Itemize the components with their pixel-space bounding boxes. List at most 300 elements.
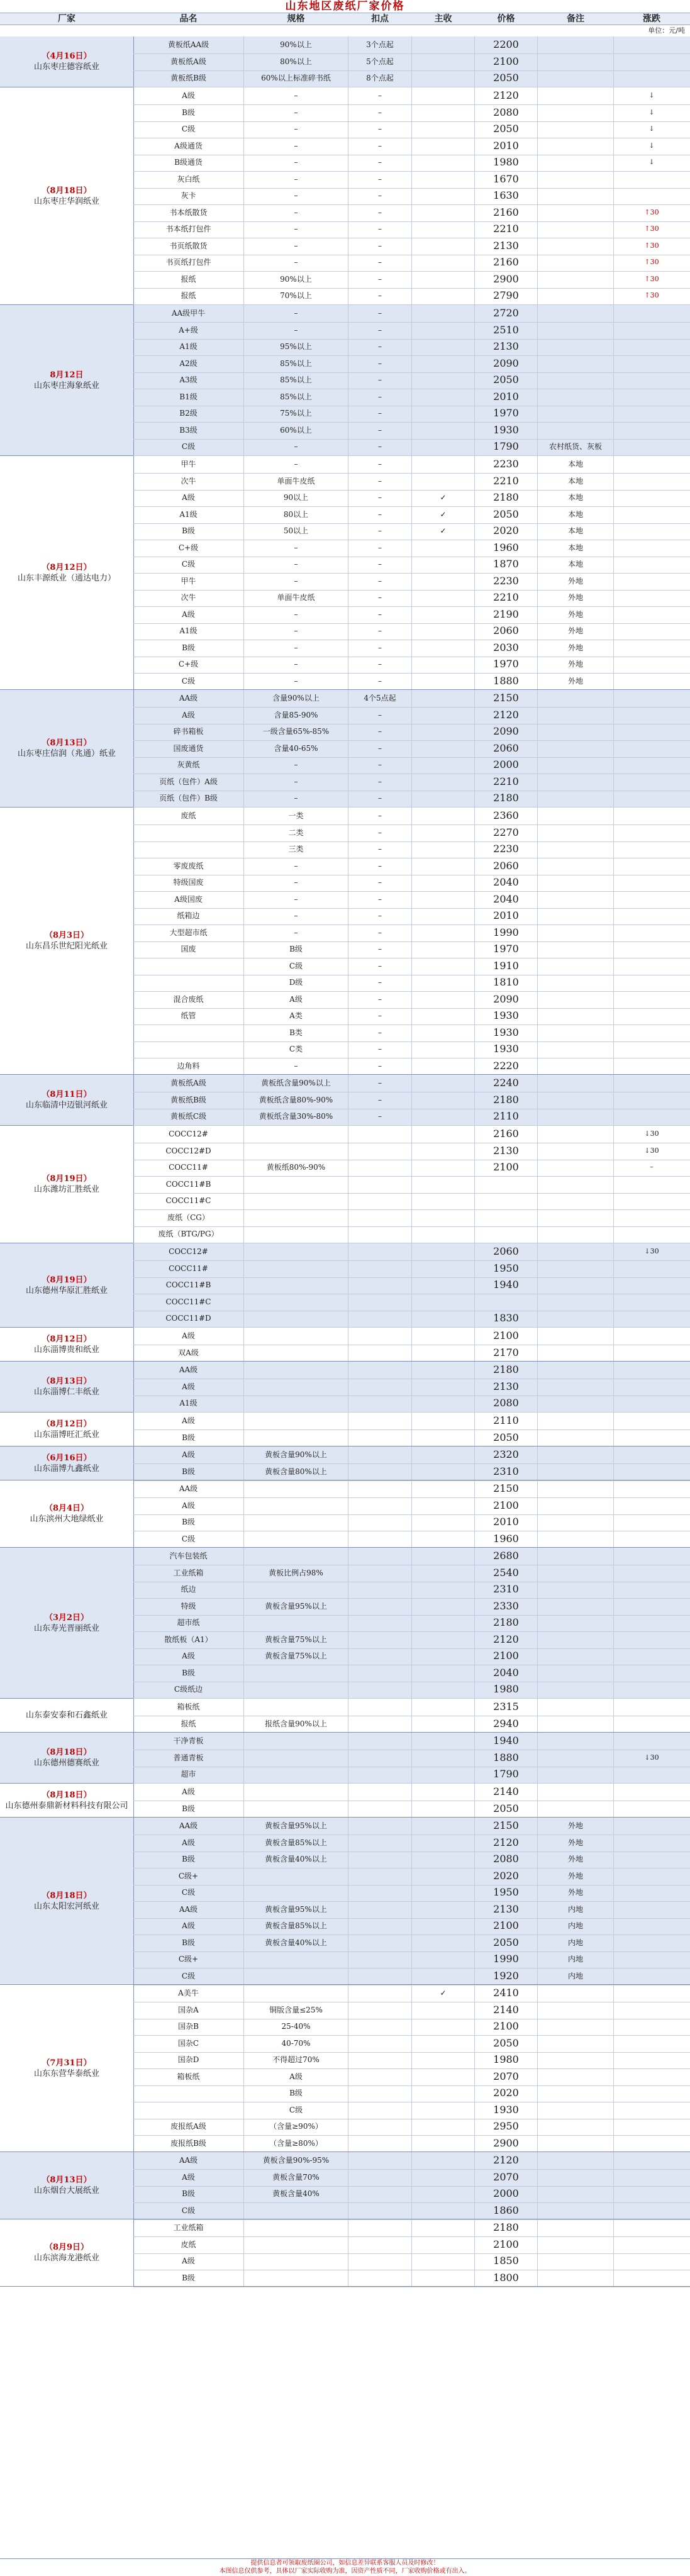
factory-name: 山东太阳宏河纸业 <box>33 1901 99 1911</box>
factory-cell <box>0 1413 134 1446</box>
cell-price: 2315 <box>493 1701 519 1713</box>
factory-date: （8月13日） <box>42 2175 92 2185</box>
cell-product-name: AA级 <box>179 1365 198 1374</box>
cell-deduct <box>348 1951 411 1967</box>
cell-product-name: COCC11# <box>169 1264 208 1273</box>
column-divider <box>411 1328 412 1361</box>
factory-group <box>0 2152 690 2219</box>
cell-note <box>538 187 613 204</box>
cell-spec <box>244 1531 348 1547</box>
cell-price: 2060 <box>493 625 519 636</box>
cell-price: 2130 <box>493 1145 519 1157</box>
cell-main-accept <box>412 2185 474 2202</box>
cell-product-name: B级 <box>182 1467 195 1476</box>
cell-note <box>538 1463 613 1480</box>
cell-spec: 黄板含量80%以上 <box>265 1467 327 1476</box>
factory-date: （8月12日） <box>42 1334 92 1344</box>
footer-line-2: 本图信息仅供参考，具体以厂家实际收购为准，因资产性质不同，厂家收购价格或有出入。 <box>219 2568 471 2575</box>
cell-note <box>538 1614 613 1631</box>
cell-price: 2080 <box>493 1853 519 1865</box>
cell-product-name: A级 <box>182 1382 195 1391</box>
column-divider <box>411 1480 412 1547</box>
cell-change <box>614 2135 689 2151</box>
cell-change <box>614 2219 689 2236</box>
cell-note <box>538 1480 613 1497</box>
column-divider <box>474 1362 475 1412</box>
cell-spec: – <box>294 911 298 920</box>
cell-change <box>614 1310 689 1326</box>
cell-price: 2130 <box>493 240 519 252</box>
cell-price: 2040 <box>493 893 519 905</box>
cell-main-accept <box>412 1413 474 1429</box>
cell-change <box>614 1901 689 1918</box>
cell-price <box>475 1209 537 1226</box>
column-divider <box>613 1480 614 1547</box>
column-divider <box>411 1548 412 1698</box>
cell-product-name: A1级 <box>179 1399 198 1407</box>
cell-price: 1810 <box>493 976 519 988</box>
factory-group <box>0 1699 690 1733</box>
factory-cell <box>0 1985 134 2151</box>
column-divider <box>243 36 244 87</box>
cell-main-accept <box>412 2085 474 2101</box>
cell-main-accept <box>412 1548 474 1564</box>
cell-spec: 黄板含量90%以上 <box>265 1450 327 1459</box>
cell-main-accept <box>412 305 474 321</box>
factory-name: 山东淄博仁丰纸业 <box>33 1387 99 1397</box>
cell-product-name: 纸管 <box>181 1011 196 1020</box>
factory-cell <box>0 1548 134 1698</box>
cell-deduct: – <box>378 978 382 987</box>
cell-main-accept <box>412 1209 474 1226</box>
cell-product-name: A级 <box>182 2257 195 2265</box>
column-divider <box>537 1362 538 1412</box>
cell-note <box>538 1514 613 1530</box>
cell-spec: 报纸含量90%以上 <box>265 1719 327 1728</box>
cell-product-name: C级 <box>181 2206 196 2215</box>
cell-price: 2090 <box>493 357 519 369</box>
cell-main-accept <box>412 540 474 556</box>
cell-price: 2190 <box>493 608 519 620</box>
cell-product-name: A级 <box>182 711 195 719</box>
cell-note <box>538 974 613 991</box>
cell-price: 2160 <box>493 256 519 268</box>
cell-price: 2180 <box>493 1363 519 1375</box>
cell-product-name: 次牛 <box>181 477 196 486</box>
cell-price: 2050 <box>493 1802 519 1814</box>
cell-note <box>538 924 613 941</box>
cell-deduct <box>348 1362 411 1378</box>
cell-note <box>538 1631 613 1648</box>
cell-change <box>614 2068 689 2085</box>
column-divider <box>411 87 412 304</box>
cell-spec: – <box>294 208 298 217</box>
cell-deduct: – <box>378 1079 382 1087</box>
cell-main-accept <box>412 1665 474 1681</box>
column-divider <box>613 1699 614 1732</box>
cell-spec: 黄板纸含量80%-90% <box>259 1096 333 1104</box>
cell-product-name: A1级 <box>179 626 198 635</box>
cell-main-accept <box>412 2035 474 2051</box>
cell-spec: – <box>294 878 298 887</box>
cell-change <box>614 1209 689 1226</box>
cell-note: 内地 <box>567 1972 583 1980</box>
cell-note <box>538 422 613 438</box>
cell-main-accept <box>412 941 474 957</box>
cell-main-accept <box>412 138 474 154</box>
cell-change <box>614 2236 689 2253</box>
cell-product-name: B级通货 <box>174 158 203 167</box>
cell-product-name: 工业纸箱 <box>173 2223 204 2232</box>
cell-change <box>614 1951 689 1967</box>
cell-change <box>614 1851 689 1867</box>
cell-product-name: 纸箱边 <box>177 911 200 920</box>
cell-main-accept: ✓ <box>440 493 447 502</box>
cell-change <box>614 606 689 623</box>
cell-main-accept <box>412 456 474 472</box>
cell-deduct <box>348 2270 411 2286</box>
cell-deduct <box>348 2253 411 2269</box>
cell-price: 1800 <box>493 2272 519 2284</box>
cell-note <box>538 1058 613 1074</box>
cell-product-name: 干净青板 <box>173 1736 204 1745</box>
cell-price: 2210 <box>493 223 519 235</box>
cell-change: ↑30 <box>644 225 659 233</box>
cell-spec <box>244 2270 348 2286</box>
cell-note <box>538 53 613 70</box>
cell-product-name: C级 <box>181 442 196 451</box>
column-divider <box>243 1126 244 1243</box>
factory-name: 山东丰源纸业（通达电力） <box>17 573 116 583</box>
column-divider <box>411 1733 412 1783</box>
factory-group <box>0 1362 690 1413</box>
cell-main-accept <box>412 2118 474 2135</box>
cell-product-name: B级 <box>182 1938 195 1947</box>
cell-deduct <box>348 1379 411 1395</box>
cell-product-name: 甲牛 <box>181 577 196 586</box>
cell-main-accept <box>412 2219 474 2236</box>
column-divider <box>537 2152 538 2219</box>
cell-note <box>538 2270 613 2286</box>
cell-note <box>538 2219 613 2236</box>
column-divider <box>411 2219 412 2286</box>
cell-note <box>538 1277 613 1293</box>
factory-group <box>0 1126 690 1243</box>
cell-main-accept <box>412 2068 474 2085</box>
cell-deduct: – <box>378 593 382 602</box>
cell-spec: 90%以上 <box>280 40 312 49</box>
cell-price: 2410 <box>493 1987 519 1999</box>
cell-deduct <box>348 1294 411 1310</box>
cell-product-name: 次牛 <box>181 593 196 602</box>
cell-product-name: AA级 <box>179 1905 198 1914</box>
cell-deduct: – <box>378 158 382 167</box>
cell-product-name: 黄板纸B级 <box>170 74 206 82</box>
cell-spec: – <box>294 258 298 267</box>
cell-product-name <box>133 958 243 974</box>
cell-change <box>614 1176 689 1192</box>
cell-spec: 85%以上 <box>280 375 312 384</box>
cell-main-accept <box>412 87 474 104</box>
column-divider <box>243 1818 244 1984</box>
factory-date: （8月19日） <box>42 1275 92 1285</box>
cell-deduct <box>348 1277 411 1293</box>
cell-product-name: A级 <box>182 1787 195 1796</box>
cell-note <box>538 372 613 388</box>
cell-deduct <box>348 1531 411 1547</box>
cell-change: ↑30 <box>644 275 659 283</box>
unit-label: 单位：元/吨 <box>648 26 685 35</box>
cell-note <box>538 1209 613 1226</box>
cell-product-name: 书页纸打包件 <box>165 258 211 267</box>
cell-spec: – <box>294 309 298 318</box>
cell-main-accept <box>412 1750 474 1766</box>
cell-spec <box>244 1345 348 1361</box>
cell-deduct: – <box>378 442 382 451</box>
cell-change <box>614 1260 689 1277</box>
cell-spec: 黄板纸含量90%以上 <box>261 1079 331 1087</box>
cell-main-accept <box>412 1226 474 1242</box>
cell-price: 2080 <box>493 1397 519 1409</box>
column-divider <box>613 1985 614 2151</box>
column-divider <box>474 87 475 304</box>
cell-spec: 三类 <box>288 845 304 853</box>
cell-deduct: – <box>378 91 382 100</box>
cell-price: 2060 <box>493 742 519 754</box>
cell-spec <box>244 2253 348 2269</box>
cell-product-name: C级 <box>181 1888 196 1897</box>
cell-spec: – <box>294 225 298 233</box>
cell-change <box>614 2051 689 2068</box>
cell-spec: – <box>294 660 298 669</box>
cell-deduct <box>348 1395 411 1411</box>
cell-note: 本地 <box>567 560 583 569</box>
factory-name: 山东淄博贵和纸业 <box>33 1345 99 1355</box>
cell-change <box>614 187 689 204</box>
cell-main-accept <box>412 2051 474 2068</box>
cell-main-accept: ✓ <box>440 526 447 535</box>
cell-price: 1970 <box>493 658 519 670</box>
cell-price: 2940 <box>493 1718 519 1729</box>
column-divider <box>411 1362 412 1412</box>
cell-product-name: A级 <box>182 1652 195 1660</box>
cell-change <box>614 489 689 506</box>
column-divider <box>411 1075 412 1125</box>
cell-main-accept <box>412 1581 474 1597</box>
cell-spec: – <box>294 158 298 167</box>
cell-deduct: – <box>378 744 382 753</box>
cell-product-name: 普通青板 <box>173 1753 204 1762</box>
cell-main-accept <box>412 322 474 338</box>
cell-main-accept <box>412 1514 474 1530</box>
cell-product-name: A级国废 <box>174 895 203 904</box>
cell-deduct <box>348 1918 411 1934</box>
col-main: 主收 <box>434 14 452 24</box>
cell-price: 1970 <box>493 943 519 955</box>
cell-note <box>538 841 613 857</box>
cell-main-accept <box>412 1192 474 1209</box>
cell-note <box>538 171 613 187</box>
cell-main-accept <box>412 707 474 723</box>
cell-change <box>614 707 689 723</box>
cell-product-name: B级 <box>182 1433 195 1442</box>
column-divider <box>474 690 475 807</box>
column-divider <box>474 1075 475 1125</box>
column-divider <box>243 1733 244 1783</box>
cell-note <box>538 1716 613 1732</box>
cell-note <box>538 2152 613 2168</box>
cell-product-name: B2级 <box>179 409 198 418</box>
cell-note <box>538 2135 613 2151</box>
cell-note <box>538 2169 613 2185</box>
cell-note <box>538 355 613 372</box>
cell-product-name: C级纸边 <box>174 1685 203 1694</box>
cell-price: 2060 <box>493 860 519 872</box>
cell-spec: 80以上 <box>283 510 309 519</box>
cell-spec: – <box>294 1062 298 1070</box>
factory-name: 山东临清中迈银河纸业 <box>25 1101 108 1110</box>
column-divider <box>537 1243 538 1327</box>
cell-note <box>538 1345 613 1361</box>
cell-price: 2310 <box>493 1465 519 1477</box>
cell-note <box>538 1092 613 1108</box>
cell-product-name: 书本纸打包件 <box>165 225 211 233</box>
factory-group <box>0 1818 690 1985</box>
factory-cell <box>0 1075 134 1125</box>
cell-product-name: COCC12# <box>169 1130 208 1138</box>
cell-change: ↓ <box>648 108 655 116</box>
cell-change <box>614 1598 689 1614</box>
cell-deduct <box>348 1699 411 1715</box>
cell-price: 2680 <box>493 1550 519 1562</box>
factory-name: 山东枣庄信润（兆通）纸业 <box>17 749 116 758</box>
cell-deduct <box>348 1868 411 1884</box>
cell-spec <box>244 1884 348 1901</box>
factory-group <box>0 36 690 87</box>
cell-main-accept <box>412 1008 474 1024</box>
cell-product-name: 页纸（包件）A级 <box>159 777 218 786</box>
cell-deduct: – <box>378 477 382 486</box>
cell-spec: 黄板含量70% <box>272 2173 320 2182</box>
cell-note <box>538 1413 613 1429</box>
column-divider <box>613 456 614 689</box>
cell-price: 1960 <box>493 1533 519 1545</box>
cell-spec: – <box>294 175 298 184</box>
cell-price: 1910 <box>493 960 519 972</box>
cell-product-name: B级 <box>182 2273 195 2282</box>
cell-note <box>538 1108 613 1124</box>
cell-deduct <box>348 1784 411 1800</box>
cell-note <box>538 808 613 824</box>
factory-cell <box>0 808 134 1074</box>
cell-deduct: – <box>378 493 382 502</box>
cell-main-accept <box>412 2135 474 2151</box>
cell-main-accept <box>412 187 474 204</box>
cell-spec: 黄板含量40%以上 <box>265 1938 327 1947</box>
cell-main-accept <box>412 1868 474 1884</box>
factory-group <box>0 456 690 690</box>
cell-note <box>538 271 613 287</box>
cell-spec: – <box>294 928 298 937</box>
cell-deduct <box>348 1766 411 1782</box>
cell-spec: D级 <box>289 978 303 987</box>
cell-product-name: 废纸 <box>181 811 196 820</box>
cell-product-name: A级 <box>182 1838 195 1847</box>
column-divider <box>411 1699 412 1732</box>
factory-date: （8月13日） <box>42 738 92 748</box>
cell-main-accept <box>412 204 474 221</box>
cell-price: 2050 <box>493 374 519 386</box>
cell-deduct: – <box>378 862 382 870</box>
cell-deduct: – <box>378 878 382 887</box>
cell-change <box>614 1192 689 1209</box>
cell-change <box>614 2152 689 2168</box>
cell-main-accept <box>412 2169 474 2185</box>
cell-product-name: 报纸 <box>181 291 196 300</box>
cell-main-accept <box>412 2002 474 2018</box>
cell-main-accept <box>412 1024 474 1041</box>
cell-price: 2360 <box>493 809 519 821</box>
cell-note <box>538 707 613 723</box>
cell-change <box>614 858 689 874</box>
cell-change: ↓ <box>648 125 655 133</box>
cell-change <box>614 1226 689 1242</box>
cell-deduct <box>348 2152 411 2168</box>
cell-note: 本地 <box>567 460 583 469</box>
cell-note <box>538 405 613 421</box>
cell-main-accept <box>412 1310 474 1326</box>
cell-deduct: – <box>378 275 382 284</box>
cell-deduct <box>348 2102 411 2118</box>
cell-deduct <box>348 1260 411 1277</box>
column-divider <box>411 1126 412 1243</box>
col-note: 备注 <box>567 14 584 24</box>
column-divider <box>613 1126 614 1243</box>
cell-note: 内地 <box>567 1938 583 1947</box>
cell-main-accept <box>412 740 474 757</box>
cell-deduct <box>348 1750 411 1766</box>
factory-date: （8月9日） <box>44 2243 89 2252</box>
cell-price: 2050 <box>493 72 519 84</box>
cell-change <box>614 2270 689 2286</box>
cell-spec: 二类 <box>288 828 304 837</box>
cell-deduct <box>348 1446 411 1463</box>
cell-price: 1670 <box>493 173 519 185</box>
cell-spec: 黄板纸80%-90% <box>266 1163 326 1172</box>
factory-group <box>0 1328 690 1362</box>
cell-spec: 90%以上 <box>280 275 312 284</box>
cell-note <box>538 154 613 170</box>
cell-deduct: – <box>378 1096 382 1104</box>
cell-product-name: AA级甲牛 <box>171 309 206 318</box>
cell-change <box>614 540 689 556</box>
cell-note: 外地 <box>567 577 583 586</box>
cell-product-name: A2级 <box>179 359 198 368</box>
cell-spec <box>244 1480 348 1497</box>
cell-spec: 80%以上 <box>280 57 312 66</box>
cell-product-name: COCC11#C <box>165 1196 211 1205</box>
cell-main-accept <box>412 355 474 372</box>
cell-main-accept <box>412 774 474 790</box>
cell-spec <box>244 1310 348 1326</box>
cell-deduct: – <box>378 610 382 619</box>
cell-product-name: 国杂B <box>178 2022 199 2031</box>
cell-price: 2050 <box>493 1936 519 1948</box>
cell-note <box>538 723 613 740</box>
cell-deduct <box>348 2051 411 2068</box>
cell-deduct: – <box>378 911 382 920</box>
cell-spec: – <box>294 125 298 133</box>
